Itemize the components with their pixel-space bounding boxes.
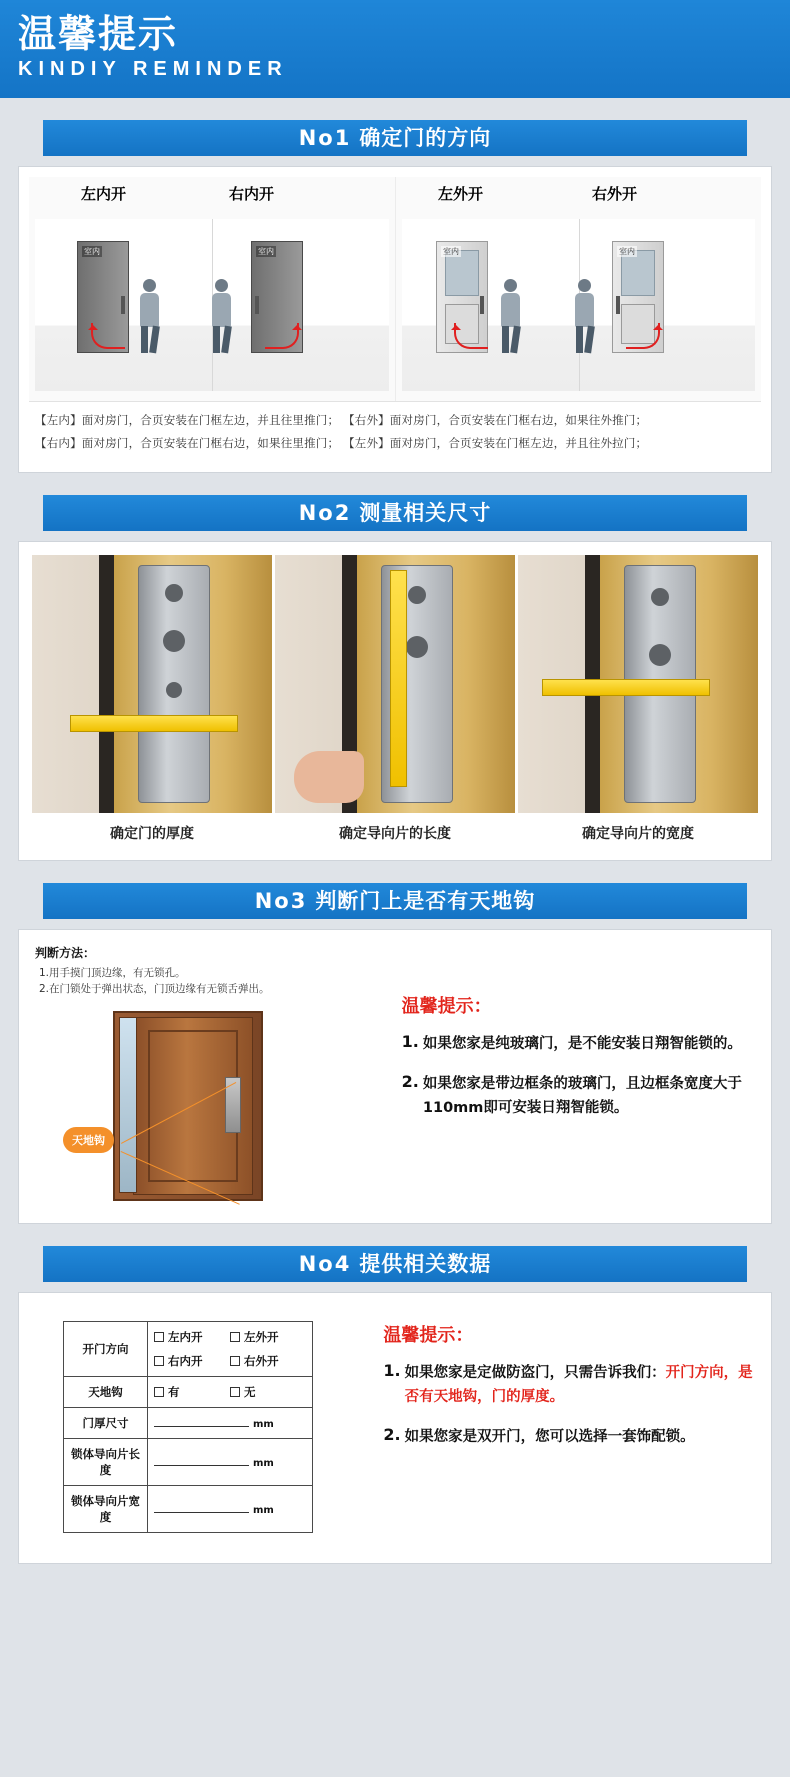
section-no4-warm-title: 温馨提示： bbox=[383, 1325, 474, 1346]
form-label-thickness: 门厚尺寸 bbox=[64, 1408, 148, 1439]
data-tip-item-1 bbox=[383, 1425, 755, 1449]
door-side-glass bbox=[119, 1017, 137, 1193]
scene-outer-open bbox=[395, 177, 761, 401]
direction-option-row-1 bbox=[154, 1329, 306, 1345]
direction-option-label-2: 右内开 bbox=[168, 1354, 203, 1368]
form-row-thickness bbox=[64, 1408, 313, 1439]
section-no1-title bbox=[43, 120, 747, 156]
person-figure-2 bbox=[498, 279, 524, 353]
blank-line-strike-length[interactable] bbox=[154, 1465, 249, 1466]
measure-caption-2: 确定导向片的宽度 bbox=[582, 826, 694, 842]
person-body-2 bbox=[501, 293, 520, 327]
photo-lock-body-0 bbox=[138, 565, 210, 803]
tip-number-1: 2. bbox=[401, 1072, 419, 1091]
measure-caption-1: 确定导向片的长度 bbox=[339, 826, 451, 842]
checkbox-icon-d3[interactable] bbox=[230, 1356, 240, 1366]
door-direction-illustration bbox=[29, 177, 761, 402]
tip-text-1: 如果您家是带边框条的玻璃门，且边框条宽度大于110mm即可安装日翔智能锁。 bbox=[422, 1076, 742, 1116]
section-no3-content bbox=[29, 940, 761, 1213]
section-no3-title bbox=[43, 883, 747, 919]
direction-option-label-3: 右外开 bbox=[244, 1354, 279, 1368]
measure-caption-0: 确定门的厚度 bbox=[110, 826, 194, 842]
door-handle-2 bbox=[480, 296, 484, 314]
section-no1-panel bbox=[18, 166, 772, 473]
person-leg-right-1 bbox=[221, 326, 232, 354]
data-tip-item-0 bbox=[383, 1361, 755, 1409]
section-no1-notes bbox=[29, 402, 761, 462]
section-no3-warm-title: 温馨提示： bbox=[401, 996, 492, 1017]
person-leg-right-3 bbox=[584, 326, 595, 354]
section-no4-title bbox=[43, 1246, 747, 1282]
page-body bbox=[0, 120, 790, 1564]
lock-hole-a-0 bbox=[165, 584, 183, 602]
form-label-strike-width: 锁体导向片宽度 bbox=[64, 1486, 148, 1533]
direction-option-label-0: 左内开 bbox=[168, 1330, 203, 1344]
section-no2 bbox=[18, 495, 772, 861]
checkbox-icon-h1[interactable] bbox=[230, 1387, 240, 1397]
hand-0 bbox=[294, 751, 364, 803]
tape-measure-2 bbox=[542, 679, 710, 696]
tip-item-1 bbox=[402, 1072, 753, 1120]
hook-option-label-0: 有 bbox=[168, 1385, 180, 1399]
section-no4-number: No4 bbox=[298, 1252, 352, 1276]
form-label-strike-length: 锁体导向片长度 bbox=[64, 1439, 148, 1486]
door-inner-label-3: 室内 bbox=[619, 247, 635, 256]
method-line-0: 1.用手摸门顶边缘，有无锁孔。 bbox=[39, 967, 186, 979]
tip-number-0: 1. bbox=[401, 1032, 419, 1051]
form-row-strike-width bbox=[64, 1486, 313, 1533]
checkbox-icon-d2[interactable] bbox=[154, 1356, 164, 1366]
form-label-direction: 开门方向 bbox=[64, 1322, 148, 1377]
measure-photo-1 bbox=[275, 555, 515, 813]
data-tip-text-0 bbox=[405, 1361, 755, 1409]
checkbox-icon-h0[interactable] bbox=[154, 1387, 164, 1397]
hook-option-0[interactable] bbox=[154, 1384, 230, 1400]
unit-thickness: mm bbox=[253, 1419, 274, 1430]
form-row-hook bbox=[64, 1377, 313, 1408]
section-no1 bbox=[18, 120, 772, 473]
person-leg-right-0 bbox=[149, 326, 160, 354]
data-tip-number-1: 2. bbox=[383, 1425, 401, 1444]
direction-option-2[interactable] bbox=[154, 1353, 230, 1369]
direction-option-row-2 bbox=[154, 1353, 306, 1369]
note-line-0: 【左内】面对房门，合页安装在门框左边，并且往里推门； 【右外】面对房门，合页安装在门框右边，如果往外推门； bbox=[35, 413, 648, 427]
door-label-3: 右外开 bbox=[592, 185, 638, 203]
person-leg-left-3 bbox=[576, 326, 583, 353]
header-title-cn: 温馨提示 bbox=[18, 12, 179, 56]
door-label-0: 左内开 bbox=[81, 185, 127, 203]
data-tips-block bbox=[373, 1321, 755, 1533]
blank-line-strike-width[interactable] bbox=[154, 1512, 249, 1513]
form-row-strike-length bbox=[64, 1439, 313, 1486]
section-no3-number: No3 bbox=[254, 889, 308, 913]
direction-option-label-1: 左外开 bbox=[244, 1330, 279, 1344]
form-input-strike-width[interactable] bbox=[148, 1486, 313, 1533]
lock-hole-a-2 bbox=[651, 588, 669, 606]
page-header bbox=[0, 0, 790, 98]
direction-option-0[interactable] bbox=[154, 1329, 230, 1345]
section-no3 bbox=[18, 883, 772, 1224]
section-no3-label: 判断门上是否有天地钩 bbox=[315, 889, 536, 913]
section-no4-label: 提供相关数据 bbox=[359, 1252, 492, 1276]
form-label-hook: 天地钩 bbox=[64, 1377, 148, 1408]
lock-hole-b-1 bbox=[406, 636, 428, 658]
lock-hole-c-0 bbox=[166, 682, 182, 698]
door-label-1: 右内开 bbox=[229, 185, 275, 203]
direction-arrow-2 bbox=[454, 323, 488, 349]
person-figure-0 bbox=[137, 279, 163, 353]
data-tip-text-1: 如果您家是双开门，您可以选择一套饰配锁。 bbox=[404, 1429, 695, 1445]
section-no4-panel bbox=[18, 1292, 772, 1564]
form-input-strike-length[interactable] bbox=[148, 1439, 313, 1486]
data-tip-text-plain-0: 如果您家是定做防盗门，只需告诉我们： bbox=[404, 1365, 666, 1381]
person-head-1 bbox=[215, 279, 228, 292]
tape-measure-0 bbox=[70, 715, 238, 732]
hook-callout-badge: 天地钩 bbox=[63, 1127, 114, 1153]
lock-hole-b-2 bbox=[649, 644, 671, 666]
measure-photo-col-0 bbox=[32, 555, 272, 847]
door-hook-diagram bbox=[29, 1003, 388, 1213]
section-no2-title bbox=[43, 495, 747, 531]
photo-door-gap-0 bbox=[99, 555, 113, 813]
note-line-1: 【右内】面对房门，合页安装在门框右边，如果往里推门； 【左外】面对房门，合页安装在门框左边，并且往外拉门； bbox=[35, 436, 648, 450]
section-no1-number: No1 bbox=[298, 126, 352, 150]
tape-measure-1 bbox=[390, 570, 407, 787]
measure-photo-0 bbox=[32, 555, 272, 813]
form-row-direction bbox=[64, 1322, 313, 1377]
form-input-thickness[interactable] bbox=[148, 1408, 313, 1439]
person-leg-left-0 bbox=[141, 326, 148, 353]
hook-illustration-block bbox=[29, 940, 388, 1213]
lock-hole-a-1 bbox=[408, 586, 426, 604]
person-body-3 bbox=[575, 293, 594, 327]
person-figure-1 bbox=[209, 279, 235, 353]
person-head-3 bbox=[578, 279, 591, 292]
measure-photo-2 bbox=[518, 555, 758, 813]
order-data-form bbox=[63, 1321, 313, 1533]
person-head-2 bbox=[504, 279, 517, 292]
tip-item-0 bbox=[402, 1032, 753, 1056]
section-no3-panel bbox=[18, 929, 772, 1224]
person-head-0 bbox=[143, 279, 156, 292]
checkbox-icon-d1[interactable] bbox=[230, 1332, 240, 1342]
section-no2-label: 测量相关尺寸 bbox=[359, 501, 492, 525]
measure-photo-col-1 bbox=[275, 555, 515, 847]
measure-photo-col-2 bbox=[518, 555, 758, 847]
door-inner-label-1: 室内 bbox=[258, 247, 274, 256]
data-tip-number-0: 1. bbox=[383, 1361, 401, 1380]
form-options-direction bbox=[148, 1322, 313, 1377]
door-handle-1 bbox=[255, 296, 259, 314]
door-inner-label-0: 室内 bbox=[84, 247, 100, 256]
header-title-en: KINDIY REMINDER bbox=[18, 58, 288, 80]
person-body-1 bbox=[212, 293, 231, 327]
data-form-block bbox=[35, 1321, 373, 1533]
measure-photo-row bbox=[29, 552, 761, 850]
hook-option-row bbox=[154, 1384, 306, 1400]
person-figure-3 bbox=[572, 279, 598, 353]
door-handle-0 bbox=[121, 296, 125, 314]
method-lines bbox=[39, 965, 388, 997]
hook-option-1[interactable] bbox=[230, 1384, 306, 1400]
section-no1-label: 确定门的方向 bbox=[359, 126, 492, 150]
person-leg-left-1 bbox=[213, 326, 220, 353]
lock-hole-b-0 bbox=[163, 630, 185, 652]
blank-line-thickness[interactable] bbox=[154, 1426, 249, 1427]
data-tip-text-red-0: 开门方向，是否有天地钩，门的厚度。 bbox=[404, 1365, 753, 1405]
door-inner-label-2: 室内 bbox=[443, 247, 459, 256]
section-no4-content bbox=[29, 1303, 761, 1553]
person-leg-right-2 bbox=[510, 326, 521, 354]
direction-option-1[interactable] bbox=[230, 1329, 306, 1345]
form-options-hook bbox=[148, 1377, 313, 1408]
unit-strike-width: mm bbox=[253, 1505, 274, 1516]
direction-option-3[interactable] bbox=[230, 1353, 306, 1369]
method-title: 判断方法： bbox=[35, 946, 96, 960]
person-body-0 bbox=[140, 293, 159, 327]
door-handle-3 bbox=[616, 296, 620, 314]
method-line-1: 2.在门锁处于弹出状态，门顶边缘有无锁舌弹出。 bbox=[39, 983, 270, 995]
unit-strike-length: mm bbox=[253, 1458, 274, 1469]
section-no2-panel bbox=[18, 541, 772, 861]
checkbox-icon-d0[interactable] bbox=[154, 1332, 164, 1342]
section-no2-number: No2 bbox=[298, 501, 352, 525]
scene-inner-open bbox=[29, 177, 395, 401]
section-no4 bbox=[18, 1246, 772, 1564]
direction-arrow-0 bbox=[91, 323, 125, 349]
tip-text-0: 如果您家是纯玻璃门，是不能安装日翔智能锁的。 bbox=[422, 1036, 742, 1052]
door-label-2: 左外开 bbox=[438, 185, 484, 203]
hook-tips-block bbox=[388, 940, 761, 1213]
person-leg-left-2 bbox=[502, 326, 509, 353]
hook-option-label-1: 无 bbox=[244, 1385, 256, 1399]
